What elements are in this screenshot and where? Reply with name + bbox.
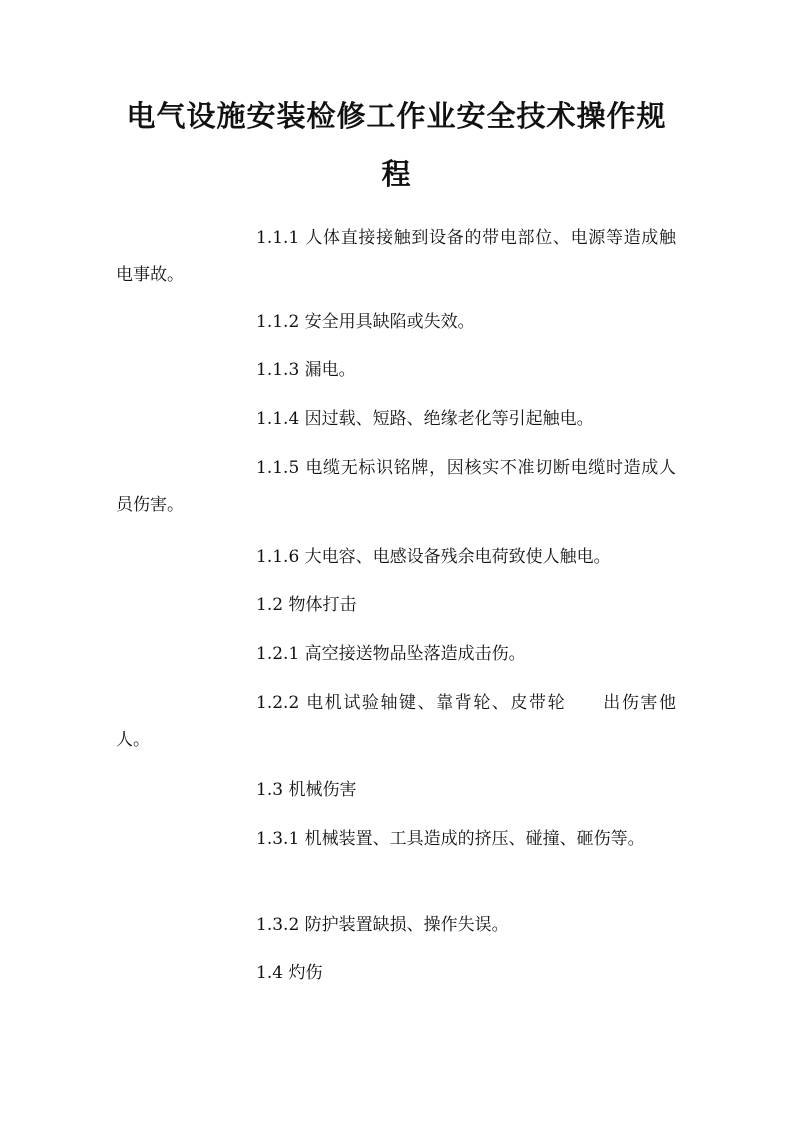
heading-1-3: 1.3 机械伤害: [256, 780, 357, 800]
document-title-line-1: 电气设施安装检修工作业安全技术操作规: [126, 99, 667, 133]
heading-1-4: 1.4 灼伤: [256, 963, 323, 983]
paragraph-1-3-2: 1.3.2 防护装置缺损、操作失误。: [256, 915, 509, 935]
document-title-line-2: 程: [381, 157, 412, 191]
paragraph-1-1-2: 1.1.2 安全用具缺陷或失效。: [256, 312, 475, 332]
heading-1-2: 1.2 物体打击: [256, 595, 357, 615]
paragraph-1-1-6: 1.1.6 大电容、电感设备残余电荷致使人触电。: [256, 547, 611, 567]
paragraph-1-2-2: 1.2.2 电机试验轴键、靠背轮、皮带轮 出伤害他人。: [116, 693, 676, 750]
paragraph-1-2-1: 1.2.1 高空接送物品坠落造成击伤。: [256, 644, 526, 664]
paragraph-1-1-5: 1.1.5 电缆无标识铭牌，因核实不准切断电缆时造成人员伤害。: [116, 458, 676, 515]
paragraph-1-1-1: 1.1.1 人体直接接触到设备的带电部位、电源等造成触电事故。: [116, 228, 676, 285]
paragraph-1-1-3: 1.1.3 漏电。: [256, 360, 356, 380]
paragraph-1-1-4: 1.1.4 因过载、短路、绝缘老化等引起触电。: [256, 409, 594, 429]
paragraph-1-3-1: 1.3.1 机械装置、工具造成的挤压、碰撞、砸伤等。: [256, 829, 645, 849]
